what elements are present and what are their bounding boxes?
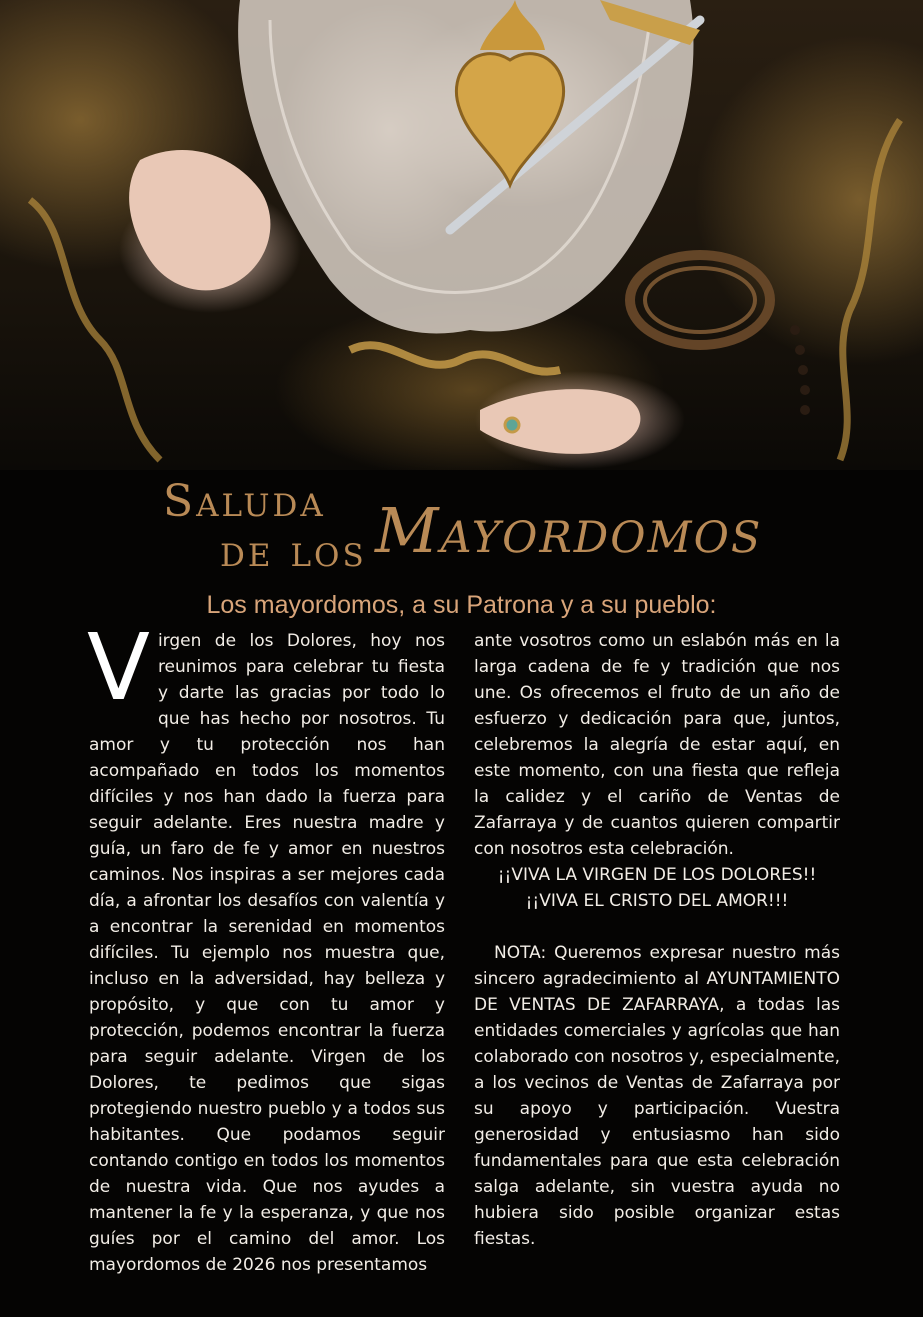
nota-text: NOTA: Queremos expresar nuestro más sincero agradecimiento al AYUNTAMIENTO DE VENTAS DE ZAFARRAYA, a todas las entidades comerciales y agrícolas que han colaborado con nosotros y, especialmente, a los vecinos de Ventas de Zafarraya por su apoyo y participación. Vuestra generosidad y entusiasmo han sido fundamentales para que esta celebración salga adelante, sin vuestra ayuda no hubiera sido posible organizar estas fiestas. xyxy=(474,943,840,1249)
title-big: Mayordomos xyxy=(375,494,763,567)
right-column-text: ante vosotros como un eslabón más en la larga cadena de fe y tradición que nos une. Os ofrecemos el fruto de un año de esfuerzo y dedicación para que, juntos, celebremos la alegría de estar aquí, en este momento, con una fiesta que refleja la calidez y el cariño de Ventas de Zafarraya y de cuantos quieren compartir con nosotros esta celebración. xyxy=(474,631,840,859)
left-column-text: irgen de los Dolores, hoy nos reunimos para celebrar tu fiesta y darte las gracias por todo lo que has hecho por nosotros. Tu amor y tu protección nos han acompañado en todos los momentos difíciles y nos han dado la fuerza para seguir adelante. Eres nuestra madre y guía, un faro de fe y amor en nuestros caminos. Nos inspiras a ser mejores cada día, a afrontar los desafíos con valentía y a encontrar la serenidad en momentos difíciles. Tu ejemplo nos muestra que, incluso en la adversidad, hay belleza y propósito, y que con tu amor y protección, podemos encontrar la fuerza para seguir adelante. Virgen de los Dolores, te pedimos que sigas protegiendo nuestro pueblo y a todos sus habitantes. Que podamos seguir contando contigo en todos los momentos de nuestra vida. Que nos ayudes a mantener la fe y la esperanza, y que nos guíes por el camino del amor. Los mayordomos de 2026 nos presentamos xyxy=(89,631,445,1275)
right-column xyxy=(474,628,840,1252)
viva-cristo: ¡¡VIVA EL CRISTO DEL AMOR!!! xyxy=(525,891,789,911)
spacer xyxy=(474,914,840,940)
hero-illustration xyxy=(0,0,923,470)
title-line1: Saluda xyxy=(163,476,326,527)
left-column xyxy=(87,614,445,1278)
hero-image xyxy=(0,0,923,470)
dropcap: V xyxy=(87,614,150,721)
viva-virgen: ¡¡VIVA LA VIRGEN DE LOS DOLORES!! xyxy=(497,865,817,885)
page-title xyxy=(0,470,923,590)
subtitle: Los mayordomos, a su Patrona y a su pueblo: xyxy=(206,591,717,619)
title-line2: de los xyxy=(220,526,367,577)
